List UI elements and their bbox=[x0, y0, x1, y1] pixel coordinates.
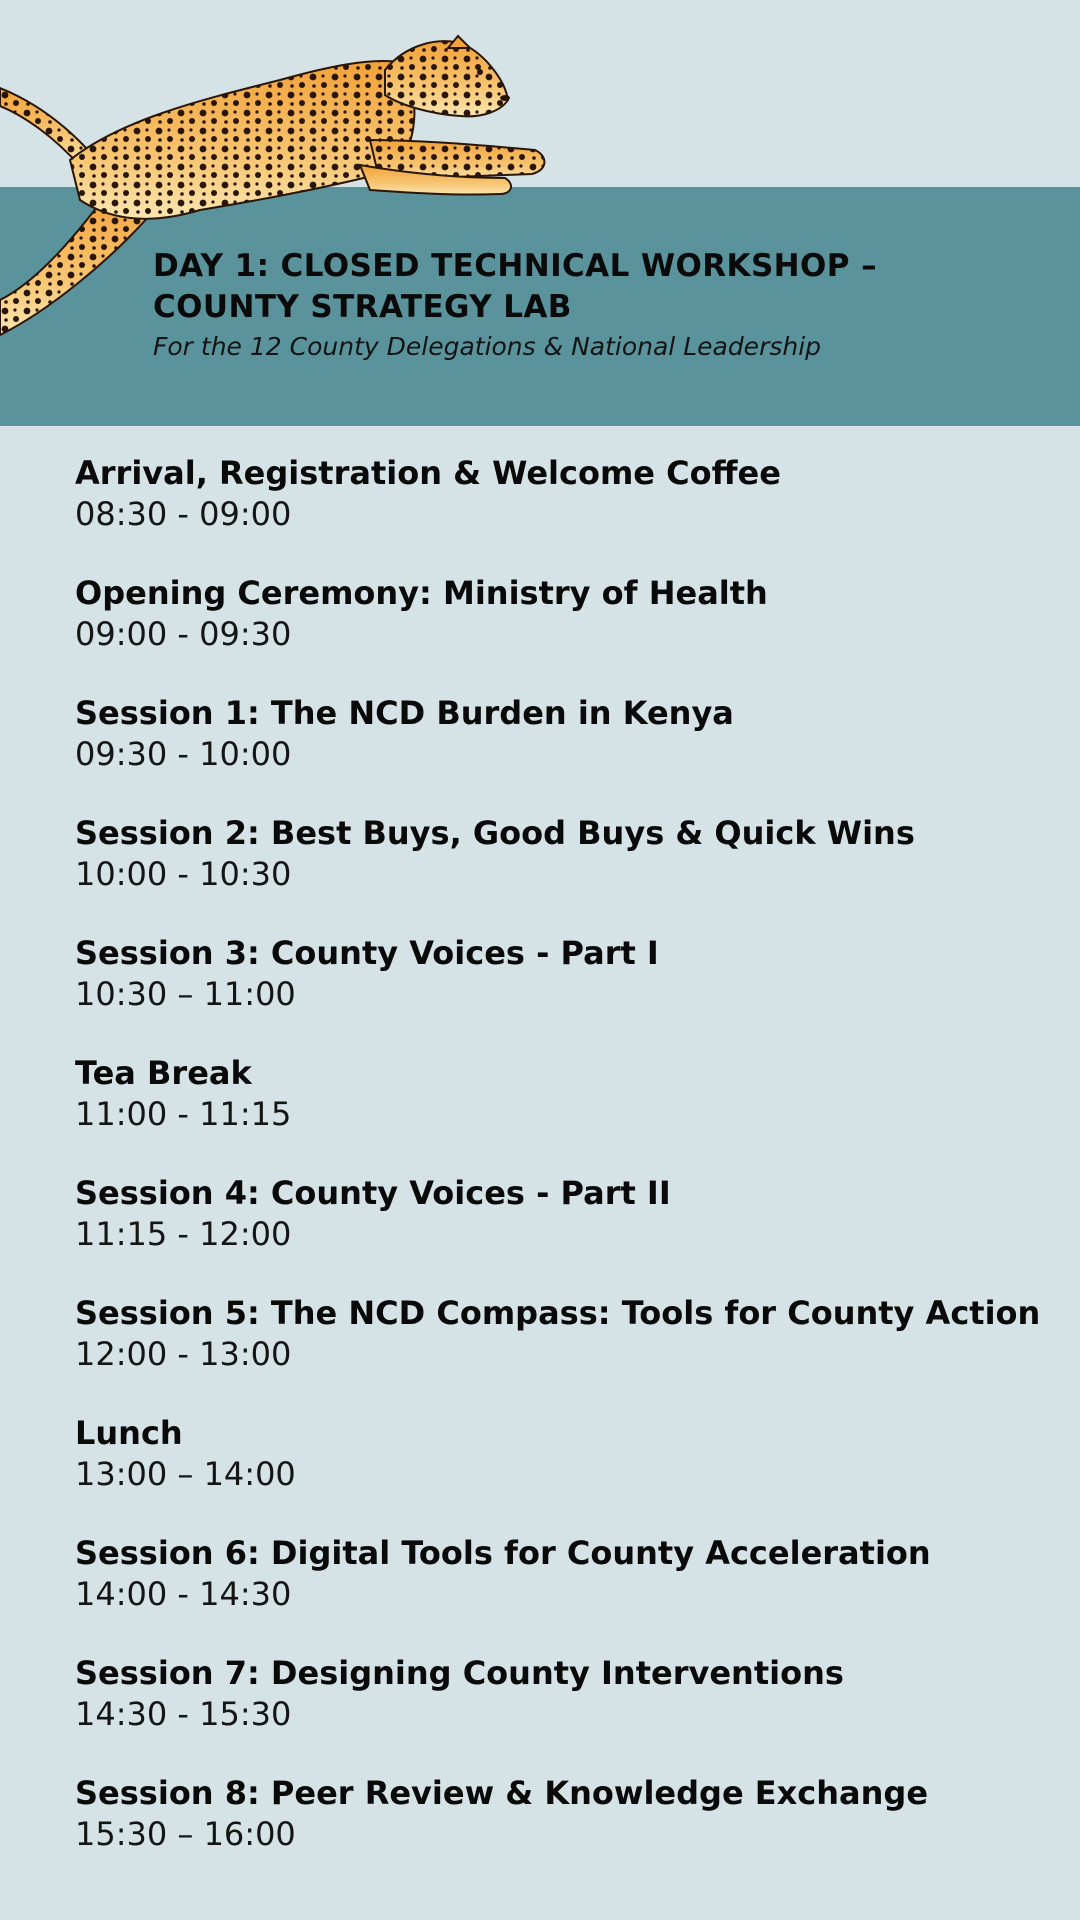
agenda-item bbox=[75, 1292, 1065, 1412]
agenda-item-time: 15:30 – 16:00 bbox=[75, 1815, 296, 1853]
page-subtitle: For the 12 County Delegations & National Leadership bbox=[153, 332, 822, 361]
agenda-item bbox=[75, 812, 1065, 932]
agenda-item-time: 10:30 – 11:00 bbox=[75, 975, 296, 1013]
agenda-item bbox=[75, 452, 1065, 572]
page-title bbox=[153, 246, 1033, 328]
title-line-2: COUNTY STRATEGY LAB bbox=[153, 289, 572, 325]
agenda-item-title: Session 6: Digital Tools for County Acceleration bbox=[75, 1534, 931, 1572]
agenda-list bbox=[75, 452, 1065, 1892]
agenda-item bbox=[75, 1532, 1065, 1652]
title-line-1: DAY 1: CLOSED TECHNICAL WORKSHOP – bbox=[153, 248, 877, 284]
agenda-item-time: 14:30 - 15:30 bbox=[75, 1695, 292, 1733]
agenda-item bbox=[75, 1652, 1065, 1772]
agenda-item bbox=[75, 572, 1065, 692]
agenda-item-title: Session 3: County Voices - Part I bbox=[75, 934, 659, 972]
agenda-item bbox=[75, 1052, 1065, 1172]
agenda-item-time: 12:00 - 13:00 bbox=[75, 1335, 292, 1373]
agenda-item-title: Session 8: Peer Review & Knowledge Exchange bbox=[75, 1774, 929, 1812]
agenda-item-title: Session 4: County Voices - Part II bbox=[75, 1174, 671, 1212]
agenda-item-title: Session 1: The NCD Burden in Kenya bbox=[75, 694, 734, 732]
agenda-item-time: 08:30 - 09:00 bbox=[75, 495, 292, 533]
agenda-item-time: 11:15 - 12:00 bbox=[75, 1215, 292, 1253]
agenda-item-title: Lunch bbox=[75, 1414, 183, 1452]
agenda-item bbox=[75, 1772, 1065, 1892]
agenda-item-title: Session 5: The NCD Compass: Tools for County Action bbox=[75, 1294, 1041, 1332]
agenda-item bbox=[75, 692, 1065, 812]
agenda-item-title: Opening Ceremony: Ministry of Health bbox=[75, 574, 768, 612]
agenda-item-title: Arrival, Registration & Welcome Coffee bbox=[75, 454, 781, 492]
agenda-item-title: Session 7: Designing County Interventions bbox=[75, 1654, 844, 1692]
agenda-item bbox=[75, 1172, 1065, 1292]
agenda-item bbox=[75, 932, 1065, 1052]
agenda-item bbox=[75, 1412, 1065, 1532]
agenda-item-title: Tea Break bbox=[75, 1054, 252, 1092]
agenda-item-title: Session 2: Best Buys, Good Buys & Quick Wins bbox=[75, 814, 915, 852]
agenda-item-time: 09:30 - 10:00 bbox=[75, 735, 292, 773]
header bbox=[153, 246, 1033, 364]
agenda-item-time: 11:00 - 11:15 bbox=[75, 1095, 292, 1133]
agenda-item-time: 10:00 - 10:30 bbox=[75, 855, 292, 893]
agenda-item-time: 09:00 - 09:30 bbox=[75, 615, 292, 653]
agenda-item-time: 13:00 – 14:00 bbox=[75, 1455, 296, 1493]
agenda-item-time: 14:00 - 14:30 bbox=[75, 1575, 292, 1613]
